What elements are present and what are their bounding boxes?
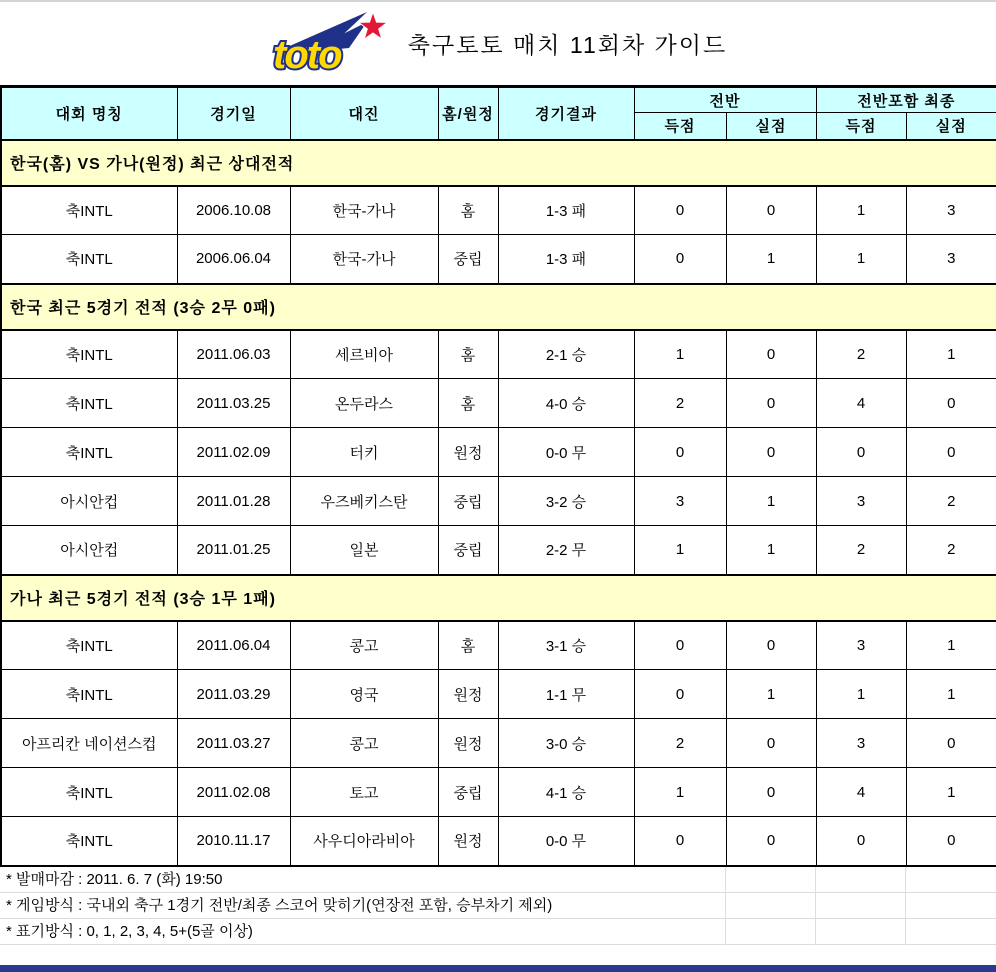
- cell-matchup: 한국-가나: [290, 235, 438, 284]
- cell-final-conceded: 0: [906, 719, 996, 768]
- cell-final-scored: 1: [816, 235, 906, 284]
- note-game-method: * 게임방식 : 국내외 축구 1경기 전반/최종 스코어 맞히기(연장전 포함, 승부차기 제외): [0, 893, 996, 919]
- cell-matchup: 우즈베키스탄: [290, 477, 438, 526]
- cell-date: 2011.01.28: [177, 477, 290, 526]
- cell-date: 2011.03.27: [177, 719, 290, 768]
- cell-fh-scored: 3: [634, 477, 726, 526]
- grid-line: [905, 867, 906, 945]
- cell-venue: 중립: [438, 235, 498, 284]
- cell-fh-scored: 1: [634, 330, 726, 379]
- cell-date: 2011.01.25: [177, 526, 290, 575]
- match-row: [1, 526, 996, 575]
- cell-venue: 홈: [438, 621, 498, 670]
- section-title: 가나 최근 5경기 전적 (3승 1무 1패): [1, 575, 996, 621]
- col-header-fh-scored: 득점: [634, 113, 726, 140]
- cell-final-scored: 4: [816, 768, 906, 817]
- cell-venue: 중립: [438, 768, 498, 817]
- cell-final-conceded: 1: [906, 621, 996, 670]
- cell-final-conceded: 3: [906, 186, 996, 235]
- table-body: [1, 140, 996, 866]
- col-header-venue: 홈/원정: [438, 87, 498, 140]
- toto-logo-text: toto: [272, 33, 341, 76]
- cell-competition: 축INTL: [1, 670, 177, 719]
- grid-line: [725, 867, 726, 945]
- cell-final-scored: 4: [816, 379, 906, 428]
- cell-matchup: 사우디아라비아: [290, 817, 438, 866]
- col-header-fh-conceded: 실점: [726, 113, 816, 140]
- cell-competition: 아프리칸 네이션스컵: [1, 719, 177, 768]
- cell-date: 2006.10.08: [177, 186, 290, 235]
- cell-date: 2006.06.04: [177, 235, 290, 284]
- cell-competition: 아시안컵: [1, 526, 177, 575]
- cell-venue: 원정: [438, 670, 498, 719]
- cell-fh-conceded: 0: [726, 817, 816, 866]
- col-header-date: 경기일: [177, 87, 290, 140]
- guide-table: [0, 85, 996, 867]
- cell-venue: 원정: [438, 428, 498, 477]
- section-title: 한국(홈) VS 가나(원정) 최근 상대전적: [1, 140, 996, 186]
- page-title: 축구토토 매치 11회차 가이드: [407, 32, 728, 58]
- cell-final-conceded: 2: [906, 526, 996, 575]
- cell-fh-scored: 0: [634, 670, 726, 719]
- match-row: [1, 330, 996, 379]
- match-row: [1, 428, 996, 477]
- toto-logo-icon: [269, 10, 404, 81]
- cell-matchup: 콩고: [290, 719, 438, 768]
- cell-final-scored: 3: [816, 621, 906, 670]
- cell-competition: 축INTL: [1, 428, 177, 477]
- cell-fh-scored: 0: [634, 621, 726, 670]
- cell-matchup: 일본: [290, 526, 438, 575]
- cell-venue: 홈: [438, 379, 498, 428]
- bottom-bar: [0, 965, 996, 972]
- cell-fh-scored: 0: [634, 186, 726, 235]
- cell-fh-conceded: 0: [726, 428, 816, 477]
- grid-line: [815, 867, 816, 945]
- cell-fh-conceded: 0: [726, 719, 816, 768]
- cell-matchup: 한국-가나: [290, 186, 438, 235]
- cell-fh-conceded: 0: [726, 330, 816, 379]
- cell-matchup: 콩고: [290, 621, 438, 670]
- cell-competition: 축INTL: [1, 379, 177, 428]
- col-header-matchup: 대진: [290, 87, 438, 140]
- note-notation: * 표기방식 : 0, 1, 2, 3, 4, 5+(5골 이상): [0, 919, 996, 945]
- cell-date: 2011.06.04: [177, 621, 290, 670]
- cell-final-scored: 1: [816, 670, 906, 719]
- match-row: [1, 817, 996, 866]
- section-header-row: [1, 575, 996, 621]
- cell-final-scored: 0: [816, 428, 906, 477]
- match-row: [1, 235, 996, 284]
- cell-final-scored: 0: [816, 817, 906, 866]
- cell-matchup: 온두라스: [290, 379, 438, 428]
- section-header-row: [1, 284, 996, 330]
- match-row: [1, 379, 996, 428]
- cell-result: 1-1 무: [498, 670, 634, 719]
- cell-final-conceded: 2: [906, 477, 996, 526]
- cell-final-scored: 1: [816, 186, 906, 235]
- table-header: [1, 87, 996, 140]
- cell-final-scored: 2: [816, 526, 906, 575]
- col-header-final-scored: 득점: [816, 113, 906, 140]
- cell-result: 4-0 승: [498, 379, 634, 428]
- cell-fh-scored: 0: [634, 817, 726, 866]
- cell-matchup: 세르비아: [290, 330, 438, 379]
- cell-fh-conceded: 0: [726, 186, 816, 235]
- match-row: [1, 186, 996, 235]
- cell-venue: 중립: [438, 477, 498, 526]
- section-header-row: [1, 140, 996, 186]
- col-header-competition: 대회 명칭: [1, 87, 177, 140]
- cell-competition: 축INTL: [1, 186, 177, 235]
- cell-matchup: 터키: [290, 428, 438, 477]
- cell-competition: 축INTL: [1, 235, 177, 284]
- cell-fh-scored: 1: [634, 768, 726, 817]
- cell-venue: 원정: [438, 719, 498, 768]
- cell-final-scored: 3: [816, 477, 906, 526]
- cell-final-scored: 2: [816, 330, 906, 379]
- cell-result: 2-1 승: [498, 330, 634, 379]
- title-bar: [0, 2, 996, 85]
- cell-fh-conceded: 0: [726, 768, 816, 817]
- cell-fh-conceded: 0: [726, 621, 816, 670]
- cell-competition: 축INTL: [1, 817, 177, 866]
- cell-date: 2011.02.08: [177, 768, 290, 817]
- cell-final-conceded: 1: [906, 768, 996, 817]
- cell-final-conceded: 1: [906, 330, 996, 379]
- cell-matchup: 토고: [290, 768, 438, 817]
- cell-fh-conceded: 1: [726, 670, 816, 719]
- cell-competition: 아시안컵: [1, 477, 177, 526]
- cell-matchup: 영국: [290, 670, 438, 719]
- cell-result: 1-3 패: [498, 235, 634, 284]
- col-header-result: 경기결과: [498, 87, 634, 140]
- col-header-final: 전반포함 최종: [816, 87, 996, 113]
- section-title: 한국 최근 5경기 전적 (3승 2무 0패): [1, 284, 996, 330]
- cell-venue: 중립: [438, 526, 498, 575]
- cell-competition: 축INTL: [1, 621, 177, 670]
- cell-date: 2010.11.17: [177, 817, 290, 866]
- cell-final-conceded: 0: [906, 817, 996, 866]
- cell-fh-scored: 0: [634, 428, 726, 477]
- cell-final-conceded: 0: [906, 379, 996, 428]
- cell-date: 2011.06.03: [177, 330, 290, 379]
- cell-fh-conceded: 1: [726, 235, 816, 284]
- cell-competition: 축INTL: [1, 330, 177, 379]
- cell-date: 2011.03.25: [177, 379, 290, 428]
- cell-result: 3-0 승: [498, 719, 634, 768]
- cell-result: 3-1 승: [498, 621, 634, 670]
- cell-result: 4-1 승: [498, 768, 634, 817]
- cell-result: 2-2 무: [498, 526, 634, 575]
- cell-fh-conceded: 1: [726, 526, 816, 575]
- col-header-first-half: 전반: [634, 87, 816, 113]
- cell-date: 2011.02.09: [177, 428, 290, 477]
- cell-result: 1-3 패: [498, 186, 634, 235]
- match-row: [1, 768, 996, 817]
- note-sale-deadline: * 발매마감 : 2011. 6. 7 (화) 19:50: [0, 867, 996, 893]
- match-row: [1, 670, 996, 719]
- cell-result: 3-2 승: [498, 477, 634, 526]
- cell-final-conceded: 0: [906, 428, 996, 477]
- cell-fh-scored: 0: [634, 235, 726, 284]
- cell-fh-conceded: 1: [726, 477, 816, 526]
- cell-final-conceded: 3: [906, 235, 996, 284]
- cell-result: 0-0 무: [498, 817, 634, 866]
- cell-final-scored: 3: [816, 719, 906, 768]
- match-row: [1, 477, 996, 526]
- cell-fh-scored: 2: [634, 379, 726, 428]
- cell-venue: 홈: [438, 186, 498, 235]
- cell-result: 0-0 무: [498, 428, 634, 477]
- cell-final-conceded: 1: [906, 670, 996, 719]
- cell-fh-conceded: 0: [726, 379, 816, 428]
- match-row: [1, 621, 996, 670]
- cell-date: 2011.03.29: [177, 670, 290, 719]
- cell-fh-scored: 2: [634, 719, 726, 768]
- cell-venue: 홈: [438, 330, 498, 379]
- footer-notes: [0, 867, 996, 945]
- cell-competition: 축INTL: [1, 768, 177, 817]
- cell-venue: 원정: [438, 817, 498, 866]
- cell-fh-scored: 1: [634, 526, 726, 575]
- match-row: [1, 719, 996, 768]
- col-header-final-conceded: 실점: [906, 113, 996, 140]
